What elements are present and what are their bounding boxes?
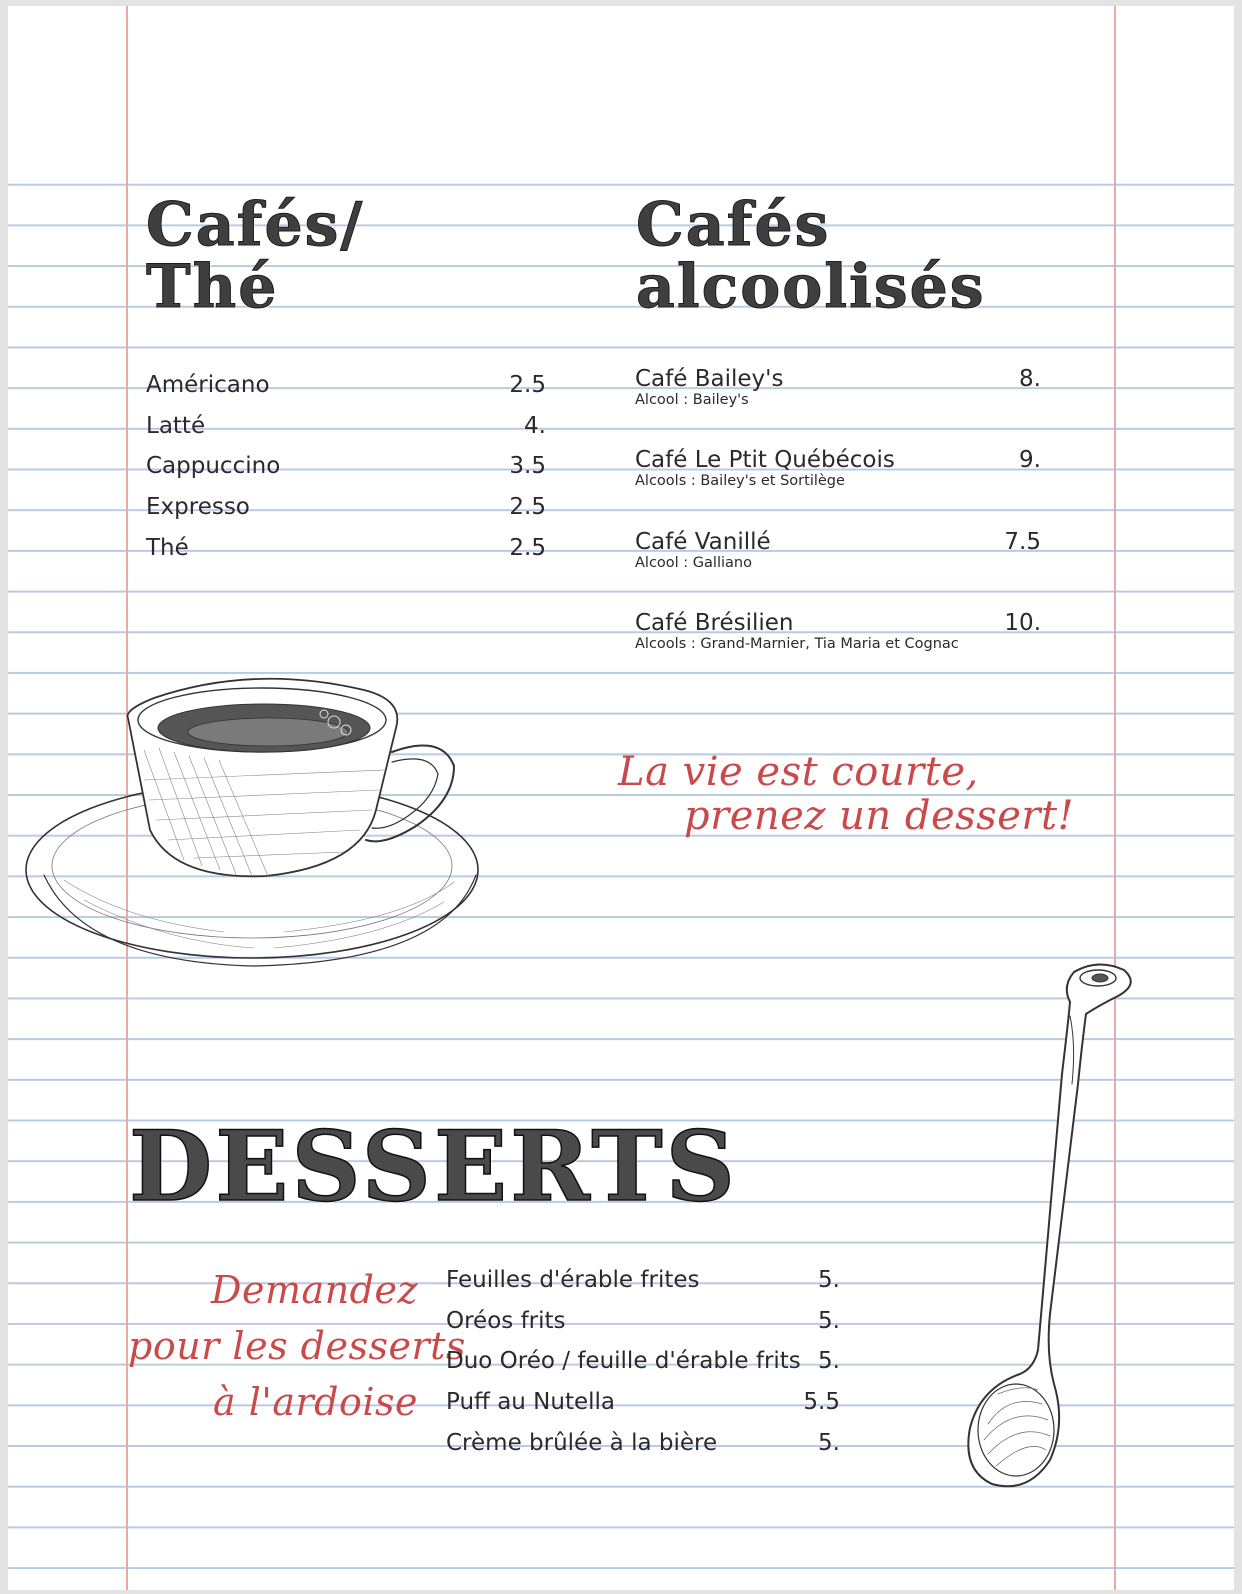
item-price: 5.	[818, 1348, 840, 1375]
list-item	[446, 1423, 840, 1464]
cafes-the-list	[146, 365, 546, 568]
item-name: Café Le Ptit Québécois	[635, 447, 895, 474]
ask-for-desserts-note	[128, 1262, 466, 1430]
cafes-the-heading-line: Thé	[146, 252, 279, 322]
item-price: 7.5	[1004, 528, 1041, 555]
list-item	[635, 361, 1041, 442]
item-price: 5.5	[803, 1389, 840, 1416]
cafes-the-heading	[146, 190, 365, 322]
list-item	[446, 1260, 840, 1301]
item-name: Café Vanillé	[635, 528, 771, 555]
menu-page	[8, 6, 1234, 1590]
item-price: 5.	[818, 1267, 840, 1293]
item-name: Américano	[146, 372, 270, 398]
list-item	[635, 605, 1041, 686]
list-item	[146, 487, 546, 528]
item-name: Café Bailey's	[635, 366, 784, 392]
list-item	[446, 1301, 840, 1342]
list-item	[146, 365, 546, 406]
cafes-alcoolises-heading-line: Cafés	[636, 190, 831, 260]
item-price: 4.	[524, 412, 546, 439]
item-alcohol-note: Alcool : Bailey's	[635, 392, 749, 408]
list-item	[446, 1341, 840, 1382]
item-price: 9.	[1019, 447, 1041, 474]
desserts-heading	[129, 1112, 738, 1222]
ask-line: à l'ardoise	[213, 1380, 418, 1424]
item-name: Duo Oréo / feuille d'érable frits	[446, 1348, 801, 1375]
list-item	[146, 406, 546, 447]
spoon-sketch-icon	[958, 954, 1140, 1494]
list-item	[146, 446, 546, 487]
item-name: Latté	[146, 412, 206, 439]
cafes-alcoolises-heading	[636, 190, 986, 322]
cafes-alcoolises-list	[635, 361, 1041, 687]
item-price: 3.5	[509, 453, 546, 480]
desserts-list	[446, 1260, 840, 1463]
cafes-alcoolises-heading-line: alcoolisés	[636, 252, 986, 322]
quote-line: prenez un dessert!	[684, 793, 1075, 839]
item-name: Oréos frits	[446, 1307, 566, 1334]
desserts-heading-text: DESSERTS	[129, 1110, 738, 1223]
item-price: 8.	[1019, 366, 1041, 392]
item-alcohol-note: Alcool : Galliano	[635, 554, 752, 571]
quote-line: La vie est courte,	[618, 749, 979, 795]
item-name: Cappuccino	[146, 453, 281, 480]
list-item	[146, 528, 546, 569]
item-price: 5.	[818, 1307, 840, 1334]
item-alcohol-note: Alcools : Bailey's et Sortilège	[635, 473, 845, 490]
item-name: Expresso	[146, 494, 250, 521]
item-price: 2.5	[509, 494, 546, 521]
cafes-the-heading-line: Cafés/	[146, 190, 365, 260]
item-name: Crème brûlée à la bière	[446, 1429, 718, 1456]
item-name: Feuilles d'érable frites	[446, 1267, 700, 1293]
item-name: Puff au Nutella	[446, 1389, 616, 1416]
ask-line: Demandez	[211, 1268, 418, 1312]
item-alcohol-note: Alcools : Grand-Marnier, Tia Maria et Cognac	[635, 636, 959, 653]
item-name: Café Brésilien	[635, 610, 794, 637]
coffee-cup-sketch-icon	[24, 670, 494, 978]
list-item	[446, 1382, 840, 1423]
list-item	[635, 442, 1041, 523]
list-item	[635, 524, 1041, 605]
item-price: 5.	[818, 1429, 840, 1456]
item-price: 2.5	[509, 534, 546, 561]
item-price: 2.5	[509, 372, 546, 398]
item-name: Thé	[146, 534, 189, 561]
item-price: 10.	[1004, 610, 1041, 637]
ask-line: pour les desserts	[128, 1324, 466, 1368]
dessert-quote	[618, 750, 1074, 838]
